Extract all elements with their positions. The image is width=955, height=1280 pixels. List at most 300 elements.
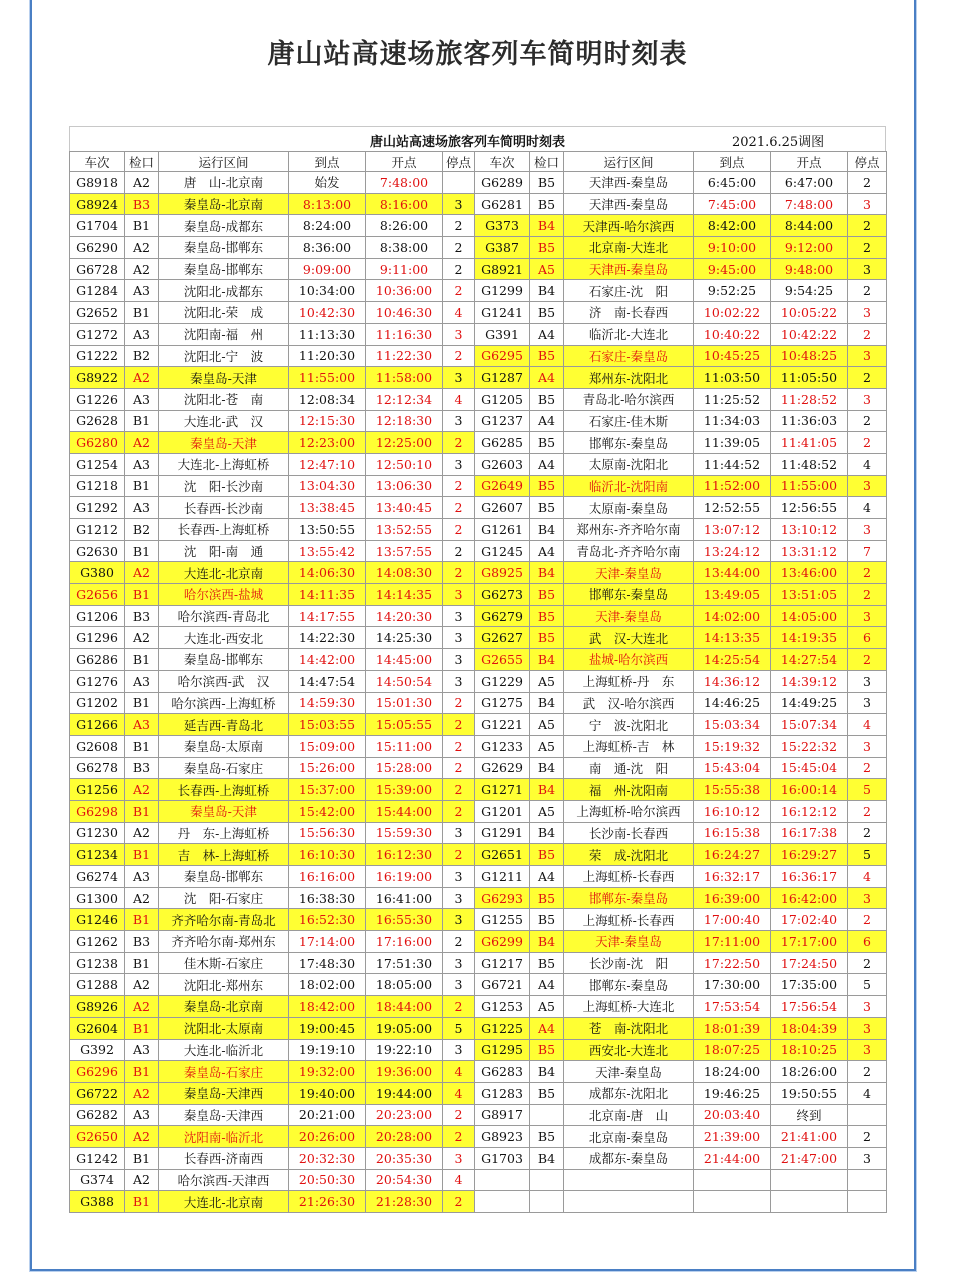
right-gate-cell: B4: [530, 280, 564, 302]
right-stop-minutes-cell: 2: [848, 280, 887, 302]
left-route-cell: 秦皇岛-邯郸东: [159, 866, 289, 888]
left-stop-minutes-cell: 3: [443, 605, 475, 627]
left-stop-minutes-cell: 3: [443, 410, 475, 432]
left-train-number-cell: G1284: [70, 280, 125, 302]
right-stop-minutes-cell: 5: [848, 779, 887, 801]
right-arrive-time-cell: 21:39:00: [694, 1126, 771, 1148]
table-row: [70, 974, 887, 996]
left-route-cell: 哈尔滨西-青岛北: [159, 605, 289, 627]
right-train-number-cell: G373: [475, 215, 530, 237]
right-stop-minutes-cell: 2: [848, 432, 887, 454]
right-stop-minutes-cell: 2: [848, 367, 887, 389]
right-stop-minutes-cell: [848, 1169, 887, 1191]
right-stop-minutes-cell: 4: [848, 1082, 887, 1104]
left-depart-time-cell: 20:35:30: [366, 1147, 443, 1169]
left-stop-minutes-cell: 3: [443, 909, 475, 931]
right-gate-cell: A4: [530, 866, 564, 888]
col-header-stop: 停点: [848, 152, 887, 172]
left-route-cell: 秦皇岛-邯郸东: [159, 258, 289, 280]
right-train-number-cell: G6281: [475, 193, 530, 215]
right-depart-time-cell: 7:48:00: [771, 193, 848, 215]
left-gate-cell: A2: [125, 627, 159, 649]
left-gate-cell: B1: [125, 800, 159, 822]
right-depart-time-cell: 11:55:00: [771, 475, 848, 497]
left-gate-cell: B1: [125, 1191, 159, 1213]
left-train-number-cell: G6296: [70, 1061, 125, 1083]
right-route-cell: 邯郸东-秦皇岛: [564, 887, 694, 909]
right-depart-time-cell: 13:46:00: [771, 562, 848, 584]
right-stop-minutes-cell: 2: [848, 952, 887, 974]
right-depart-time-cell: 11:36:03: [771, 410, 848, 432]
left-route-cell: 秦皇岛-北京南: [159, 996, 289, 1018]
right-route-cell: 武 汉-哈尔滨西: [564, 692, 694, 714]
right-train-number-cell: G6289: [475, 172, 530, 194]
table-row: [70, 714, 887, 736]
right-depart-time-cell: 18:10:25: [771, 1039, 848, 1061]
left-stop-minutes-cell: 2: [443, 1191, 475, 1213]
col-header-depart: 开点: [366, 152, 443, 172]
left-depart-time-cell: 15:39:00: [366, 779, 443, 801]
left-depart-time-cell: 11:22:30: [366, 345, 443, 367]
left-stop-minutes-cell: 3: [443, 367, 475, 389]
left-train-number-cell: G1202: [70, 692, 125, 714]
left-arrive-time-cell: 12:47:10: [289, 453, 366, 475]
table-row: [70, 562, 887, 584]
right-train-number-cell: G6293: [475, 887, 530, 909]
right-depart-time-cell: 11:48:52: [771, 453, 848, 475]
left-depart-time-cell: 7:48:00: [366, 172, 443, 194]
table-row: [70, 800, 887, 822]
left-gate-cell: A2: [125, 432, 159, 454]
left-train-number-cell: G8922: [70, 367, 125, 389]
left-arrive-time-cell: 20:32:30: [289, 1147, 366, 1169]
table-row: [70, 475, 887, 497]
timetable-sheet: [69, 126, 886, 1213]
right-route-cell: 西安北-大连北: [564, 1039, 694, 1061]
left-arrive-time-cell: 14:42:00: [289, 649, 366, 671]
right-train-number-cell: G1211: [475, 866, 530, 888]
left-gate-cell: B1: [125, 1147, 159, 1169]
right-depart-time-cell: 14:27:54: [771, 649, 848, 671]
left-route-cell: 沈阳北-郑州东: [159, 974, 289, 996]
right-route-cell: 邯郸东-秦皇岛: [564, 432, 694, 454]
left-train-number-cell: G1262: [70, 931, 125, 953]
left-train-number-cell: G1288: [70, 974, 125, 996]
right-route-cell: 天津西-秦皇岛: [564, 258, 694, 280]
right-stop-minutes-cell: 2: [848, 237, 887, 259]
right-train-number-cell: G6279: [475, 605, 530, 627]
left-gate-cell: A2: [125, 974, 159, 996]
left-route-cell: 秦皇岛-石家庄: [159, 757, 289, 779]
left-arrive-time-cell: 14:06:30: [289, 562, 366, 584]
right-depart-time-cell: 16:29:27: [771, 844, 848, 866]
right-gate-cell: B4: [530, 649, 564, 671]
left-stop-minutes-cell: 2: [443, 757, 475, 779]
table-row: [70, 887, 887, 909]
right-depart-time-cell: 14:19:35: [771, 627, 848, 649]
table-row: [70, 193, 887, 215]
left-train-number-cell: G1226: [70, 388, 125, 410]
table-row: [70, 497, 887, 519]
sheet-date: 2021.6.25调图: [732, 135, 825, 150]
left-train-number-cell: G374: [70, 1169, 125, 1191]
right-arrive-time-cell: 16:15:38: [694, 822, 771, 844]
left-route-cell: 齐齐哈尔南-青岛北: [159, 909, 289, 931]
right-gate-cell: B4: [530, 1061, 564, 1083]
left-route-cell: 秦皇岛-邯郸东: [159, 237, 289, 259]
left-arrive-time-cell: 19:00:45: [289, 1017, 366, 1039]
right-depart-time-cell: 13:10:12: [771, 519, 848, 541]
left-route-cell: 沈 阳-长沙南: [159, 475, 289, 497]
left-train-number-cell: G6282: [70, 1104, 125, 1126]
right-route-cell: 太原南-沈阳北: [564, 453, 694, 475]
left-gate-cell: B1: [125, 909, 159, 931]
right-arrive-time-cell: 7:45:00: [694, 193, 771, 215]
left-gate-cell: B3: [125, 757, 159, 779]
left-stop-minutes-cell: 4: [443, 1169, 475, 1191]
left-route-cell: 长春西-上海虹桥: [159, 519, 289, 541]
right-gate-cell: B5: [530, 1039, 564, 1061]
left-stop-minutes-cell: 2: [443, 345, 475, 367]
left-depart-time-cell: 13:06:30: [366, 475, 443, 497]
left-train-number-cell: G2604: [70, 1017, 125, 1039]
left-train-number-cell: G6278: [70, 757, 125, 779]
right-route-cell: 上海虹桥-哈尔滨西: [564, 800, 694, 822]
left-arrive-time-cell: 19:40:00: [289, 1082, 366, 1104]
table-row: [70, 627, 887, 649]
right-arrive-time-cell: 16:39:00: [694, 887, 771, 909]
right-stop-minutes-cell: 3: [848, 605, 887, 627]
left-stop-minutes-cell: 2: [443, 800, 475, 822]
right-arrive-time-cell: 18:07:25: [694, 1039, 771, 1061]
table-row: [70, 258, 887, 280]
right-train-number-cell: G1703: [475, 1147, 530, 1169]
left-train-number-cell: G1292: [70, 497, 125, 519]
page-title: 唐山站高速场旅客列车简明时刻表: [267, 39, 688, 70]
col-header-gate: 检口: [530, 152, 564, 172]
table-row: [70, 519, 887, 541]
left-depart-time-cell: 11:58:00: [366, 367, 443, 389]
right-depart-time-cell: 13:51:05: [771, 584, 848, 606]
left-route-cell: 沈阳南-福 州: [159, 323, 289, 345]
left-route-cell: 沈阳北-太原南: [159, 1017, 289, 1039]
left-arrive-time-cell: 16:52:30: [289, 909, 366, 931]
left-route-cell: 哈尔滨西-上海虹桥: [159, 692, 289, 714]
right-stop-minutes-cell: 3: [848, 1147, 887, 1169]
right-arrive-time-cell: 10:40:22: [694, 323, 771, 345]
left-stop-minutes-cell: 3: [443, 323, 475, 345]
right-train-number-cell: G1255: [475, 909, 530, 931]
left-depart-time-cell: 15:01:30: [366, 692, 443, 714]
left-stop-minutes-cell: 2: [443, 519, 475, 541]
right-depart-time-cell: 9:54:25: [771, 280, 848, 302]
left-stop-minutes-cell: 2: [443, 1126, 475, 1148]
left-gate-cell: A2: [125, 887, 159, 909]
left-arrive-time-cell: 11:13:30: [289, 323, 366, 345]
left-depart-time-cell: 12:50:10: [366, 453, 443, 475]
right-route-cell: 长沙南-沈 阳: [564, 952, 694, 974]
right-train-number-cell: G8925: [475, 562, 530, 584]
right-arrive-time-cell: 10:02:22: [694, 302, 771, 324]
left-train-number-cell: G1296: [70, 627, 125, 649]
right-gate-cell: A5: [530, 996, 564, 1018]
right-route-cell: 福 州-沈阳南: [564, 779, 694, 801]
right-train-number-cell: G2603: [475, 453, 530, 475]
right-arrive-time-cell: 14:36:12: [694, 670, 771, 692]
left-train-number-cell: G1222: [70, 345, 125, 367]
left-route-cell: 秦皇岛-太原南: [159, 735, 289, 757]
right-gate-cell: B4: [530, 779, 564, 801]
right-gate-cell: B5: [530, 844, 564, 866]
left-train-number-cell: G1242: [70, 1147, 125, 1169]
right-depart-time-cell: 15:22:32: [771, 735, 848, 757]
right-stop-minutes-cell: 2: [848, 800, 887, 822]
right-gate-cell: B5: [530, 172, 564, 194]
header-row: [70, 152, 887, 172]
right-arrive-time-cell: 13:07:12: [694, 519, 771, 541]
right-gate-cell: A4: [530, 1017, 564, 1039]
left-stop-minutes-cell: 2: [443, 540, 475, 562]
right-train-number-cell: G1217: [475, 952, 530, 974]
right-stop-minutes-cell: 2: [848, 584, 887, 606]
right-route-cell: 郑州东-齐齐哈尔南: [564, 519, 694, 541]
left-stop-minutes-cell: 2: [443, 432, 475, 454]
left-gate-cell: B1: [125, 215, 159, 237]
right-train-number-cell: [475, 1169, 530, 1191]
left-gate-cell: A2: [125, 237, 159, 259]
table-row: [70, 1147, 887, 1169]
left-gate-cell: A3: [125, 1104, 159, 1126]
left-arrive-time-cell: 15:03:55: [289, 714, 366, 736]
right-stop-minutes-cell: 4: [848, 497, 887, 519]
right-route-cell: 北京南-秦皇岛: [564, 1126, 694, 1148]
table-row: [70, 453, 887, 475]
left-arrive-time-cell: 10:34:00: [289, 280, 366, 302]
right-route-cell: 成都东-秦皇岛: [564, 1147, 694, 1169]
right-route-cell: 邯郸东-秦皇岛: [564, 584, 694, 606]
right-arrive-time-cell: 16:10:12: [694, 800, 771, 822]
right-stop-minutes-cell: 2: [848, 1126, 887, 1148]
right-arrive-time-cell: 13:49:05: [694, 584, 771, 606]
left-stop-minutes-cell: 2: [443, 779, 475, 801]
right-route-cell: 太原南-秦皇岛: [564, 497, 694, 519]
right-gate-cell: B5: [530, 345, 564, 367]
left-arrive-time-cell: 15:56:30: [289, 822, 366, 844]
left-depart-time-cell: 14:50:54: [366, 670, 443, 692]
right-gate-cell: B5: [530, 952, 564, 974]
right-route-cell: 苍 南-沈阳北: [564, 1017, 694, 1039]
right-stop-minutes-cell: [848, 1191, 887, 1213]
right-route-cell: 天津西-秦皇岛: [564, 172, 694, 194]
left-stop-minutes-cell: 4: [443, 302, 475, 324]
left-gate-cell: B1: [125, 475, 159, 497]
right-train-number-cell: G1271: [475, 779, 530, 801]
table-row: [70, 1191, 887, 1213]
left-stop-minutes-cell: 3: [443, 822, 475, 844]
left-train-number-cell: G6722: [70, 1082, 125, 1104]
left-route-cell: 长春西-上海虹桥: [159, 779, 289, 801]
left-gate-cell: A3: [125, 280, 159, 302]
right-route-cell: 济 南-长春西: [564, 302, 694, 324]
right-train-number-cell: G1253: [475, 996, 530, 1018]
right-train-number-cell: G1287: [475, 367, 530, 389]
left-gate-cell: B3: [125, 931, 159, 953]
right-depart-time-cell: [771, 1169, 848, 1191]
right-train-number-cell: G1283: [475, 1082, 530, 1104]
right-depart-time-cell: 15:07:34: [771, 714, 848, 736]
left-route-cell: 沈阳北-成都东: [159, 280, 289, 302]
left-depart-time-cell: 8:16:00: [366, 193, 443, 215]
left-depart-time-cell: 14:25:30: [366, 627, 443, 649]
right-route-cell: 郑州东-沈阳北: [564, 367, 694, 389]
left-arrive-time-cell: 14:47:54: [289, 670, 366, 692]
right-train-number-cell: G8923: [475, 1126, 530, 1148]
right-train-number-cell: G2629: [475, 757, 530, 779]
right-train-number-cell: G2627: [475, 627, 530, 649]
left-route-cell: 秦皇岛-成都东: [159, 215, 289, 237]
left-gate-cell: B1: [125, 410, 159, 432]
right-route-cell: 上海虹桥-大连北: [564, 996, 694, 1018]
right-depart-time-cell: 6:47:00: [771, 172, 848, 194]
table-row: [70, 388, 887, 410]
right-arrive-time-cell: 14:25:54: [694, 649, 771, 671]
left-route-cell: 齐齐哈尔南-郑州东: [159, 931, 289, 953]
right-stop-minutes-cell: 4: [848, 714, 887, 736]
right-gate-cell: B5: [530, 432, 564, 454]
left-arrive-time-cell: 14:22:30: [289, 627, 366, 649]
right-gate-cell: A5: [530, 670, 564, 692]
left-arrive-time-cell: 19:19:10: [289, 1039, 366, 1061]
table-row: [70, 1061, 887, 1083]
left-stop-minutes-cell: 2: [443, 844, 475, 866]
left-stop-minutes-cell: 2: [443, 1104, 475, 1126]
right-stop-minutes-cell: 4: [848, 866, 887, 888]
left-route-cell: 大连北-临沂北: [159, 1039, 289, 1061]
right-stop-minutes-cell: 2: [848, 757, 887, 779]
right-gate-cell: A4: [530, 453, 564, 475]
left-arrive-time-cell: 14:11:35: [289, 584, 366, 606]
right-gate-cell: A4: [530, 540, 564, 562]
left-stop-minutes-cell: 2: [443, 258, 475, 280]
left-stop-minutes-cell: 2: [443, 735, 475, 757]
right-arrive-time-cell: 17:00:40: [694, 909, 771, 931]
right-stop-minutes-cell: 3: [848, 1039, 887, 1061]
sheet-titlebar: [69, 126, 886, 151]
left-arrive-time-cell: 20:50:30: [289, 1169, 366, 1191]
left-train-number-cell: G1300: [70, 887, 125, 909]
left-stop-minutes-cell: 3: [443, 866, 475, 888]
right-depart-time-cell: 21:41:00: [771, 1126, 848, 1148]
left-arrive-time-cell: 20:26:00: [289, 1126, 366, 1148]
table-row: [70, 649, 887, 671]
timetable: [69, 151, 887, 1213]
left-depart-time-cell: 13:40:45: [366, 497, 443, 519]
right-depart-time-cell: 17:35:00: [771, 974, 848, 996]
table-row: [70, 692, 887, 714]
table-row: [70, 735, 887, 757]
right-arrive-time-cell: 15:55:38: [694, 779, 771, 801]
right-arrive-time-cell: 14:02:00: [694, 605, 771, 627]
left-train-number-cell: G6286: [70, 649, 125, 671]
right-stop-minutes-cell: 3: [848, 996, 887, 1018]
right-gate-cell: B4: [530, 931, 564, 953]
right-depart-time-cell: 10:48:25: [771, 345, 848, 367]
right-arrive-time-cell: 17:30:00: [694, 974, 771, 996]
right-route-cell: 临沂北-大连北: [564, 323, 694, 345]
right-stop-minutes-cell: 2: [848, 649, 887, 671]
left-depart-time-cell: 18:44:00: [366, 996, 443, 1018]
right-train-number-cell: G391: [475, 323, 530, 345]
right-train-number-cell: G1233: [475, 735, 530, 757]
left-train-number-cell: G380: [70, 562, 125, 584]
left-gate-cell: A2: [125, 172, 159, 194]
right-stop-minutes-cell: 3: [848, 670, 887, 692]
left-stop-minutes-cell: 2: [443, 562, 475, 584]
left-route-cell: 长春西-济南西: [159, 1147, 289, 1169]
right-depart-time-cell: 16:12:12: [771, 800, 848, 822]
right-arrive-time-cell: 18:01:39: [694, 1017, 771, 1039]
left-gate-cell: B1: [125, 692, 159, 714]
left-train-number-cell: G6298: [70, 800, 125, 822]
left-gate-cell: A3: [125, 714, 159, 736]
right-route-cell: 上海虹桥-吉 林: [564, 735, 694, 757]
right-depart-time-cell: 9:48:00: [771, 258, 848, 280]
col-header-depart: 开点: [771, 152, 848, 172]
left-stop-minutes-cell: 3: [443, 584, 475, 606]
right-arrive-time-cell: [694, 1169, 771, 1191]
right-route-cell: 青岛北-齐齐哈尔南: [564, 540, 694, 562]
right-gate-cell: A5: [530, 258, 564, 280]
right-train-number-cell: G2649: [475, 475, 530, 497]
right-stop-minutes-cell: 3: [848, 519, 887, 541]
right-arrive-time-cell: 8:42:00: [694, 215, 771, 237]
right-arrive-time-cell: 10:45:25: [694, 345, 771, 367]
right-depart-time-cell: 14:05:00: [771, 605, 848, 627]
left-route-cell: 大连北-西安北: [159, 627, 289, 649]
right-train-number-cell: G1221: [475, 714, 530, 736]
right-train-number-cell: G1225: [475, 1017, 530, 1039]
left-arrive-time-cell: 15:37:00: [289, 779, 366, 801]
left-stop-minutes-cell: 4: [443, 1082, 475, 1104]
left-arrive-time-cell: 13:38:45: [289, 497, 366, 519]
left-depart-time-cell: 10:36:00: [366, 280, 443, 302]
right-gate-cell: B5: [530, 1082, 564, 1104]
left-train-number-cell: G1234: [70, 844, 125, 866]
right-route-cell: 石家庄-秦皇岛: [564, 345, 694, 367]
right-train-number-cell: G1201: [475, 800, 530, 822]
left-gate-cell: A2: [125, 996, 159, 1018]
left-gate-cell: A2: [125, 1126, 159, 1148]
left-train-number-cell: G8924: [70, 193, 125, 215]
left-arrive-time-cell: 11:20:30: [289, 345, 366, 367]
left-train-number-cell: G2656: [70, 584, 125, 606]
right-gate-cell: B4: [530, 562, 564, 584]
left-depart-time-cell: 19:44:00: [366, 1082, 443, 1104]
left-arrive-time-cell: 16:16:00: [289, 866, 366, 888]
left-route-cell: 沈阳北-荣 成: [159, 302, 289, 324]
right-route-cell: 天津-秦皇岛: [564, 605, 694, 627]
right-gate-cell: B4: [530, 757, 564, 779]
table-row: [70, 172, 887, 194]
left-arrive-time-cell: 9:09:00: [289, 258, 366, 280]
table-row: [70, 1082, 887, 1104]
right-stop-minutes-cell: 2: [848, 1061, 887, 1083]
right-route-cell: 临沂北-沈阳南: [564, 475, 694, 497]
left-route-cell: 沈 阳-南 通: [159, 540, 289, 562]
left-depart-time-cell: 12:25:00: [366, 432, 443, 454]
right-gate-cell: A4: [530, 410, 564, 432]
col-header-gate: 检口: [125, 152, 159, 172]
